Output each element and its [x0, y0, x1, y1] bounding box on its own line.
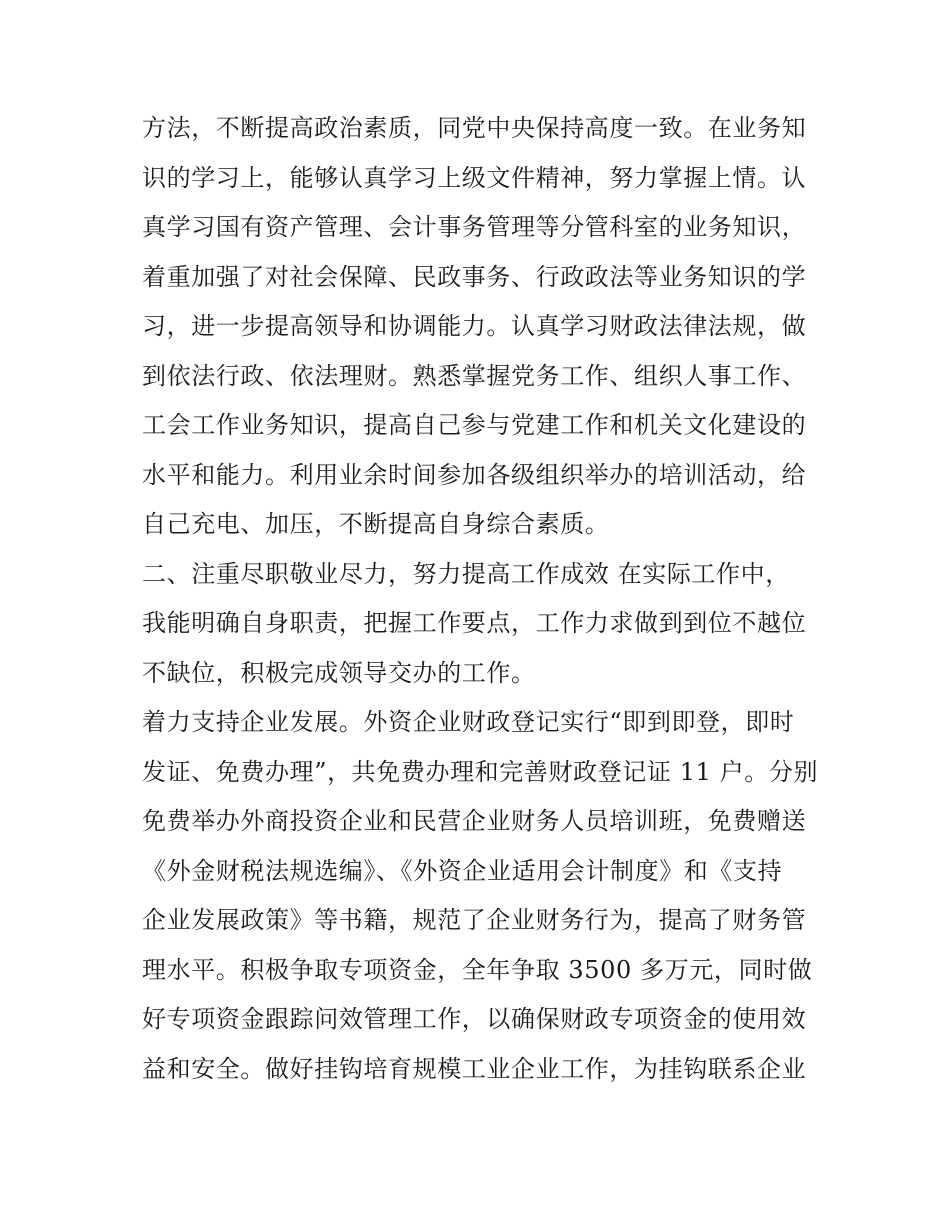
text-line: 发证、免费办理”，共免费办理和完善财政登记证 11 户。分别 [142, 757, 819, 786]
document-body [142, 108, 822, 1098]
text-line: 益和安全。做好挂钩培育规模工业企业工作，为挂钩联系企业 [142, 1054, 807, 1083]
text-line: 不缺位，积极完成领导交办的工作。 [142, 658, 536, 687]
text-line: 着力支持企业发展。外资企业财政登记实行“即到即登，即时 [142, 708, 795, 736]
text-line: 《外金财税法规选编》、《外资企业适用会计制度》和《支持 [142, 856, 783, 885]
text-line: 理水平。积极争取专项资金，全年争取 3500 多万元，同时做 [142, 955, 813, 984]
text-line: 方法，不断提高政治素质，同党中央保持高度一致。在业务知 [142, 114, 807, 142]
text-line: 着重加强了对社会保障、民政事务、行政政法等业务知识的学 [142, 262, 807, 291]
text-line: 我能明确自身职责，把握工作要点，工作力求做到到位不越位 [142, 609, 807, 637]
text-line: 免费举办外商投资企业和民营企业财务人员培训班，免费赠送 [142, 807, 807, 835]
text-line: 自己充电、加压，不断提高自身综合素质。 [142, 510, 610, 538]
text-line: 习，进一步提高领导和协调能力。认真学习财政法律法规，做 [142, 312, 807, 340]
text-line: 真学习国有资产管理、会计事务管理等分管科室的业务知识， [142, 213, 807, 241]
text-line: 水平和能力。利用业余时间参加各级组织举办的培训活动，给 [142, 460, 807, 489]
text-line: 到依法行政、依法理财。熟悉掌握党务工作、组织人事工作、 [142, 361, 807, 390]
text-line: 好专项资金跟踪问效管理工作，以确保财政专项资金的使用效 [142, 1005, 807, 1033]
text-line: 工会工作业务知识，提高自己参与党建工作和机关文化建设的 [142, 411, 807, 439]
section-heading-line: 二、注重尽职敬业尽力，努力提高工作成效 在实际工作中， [142, 559, 790, 588]
text-line: 企业发展政策》等书籍，规范了企业财务行为，提高了财务管 [142, 906, 807, 934]
text-line: 识的学习上，能够认真学习上级文件精神，努力掌握上情。认 [142, 163, 807, 192]
